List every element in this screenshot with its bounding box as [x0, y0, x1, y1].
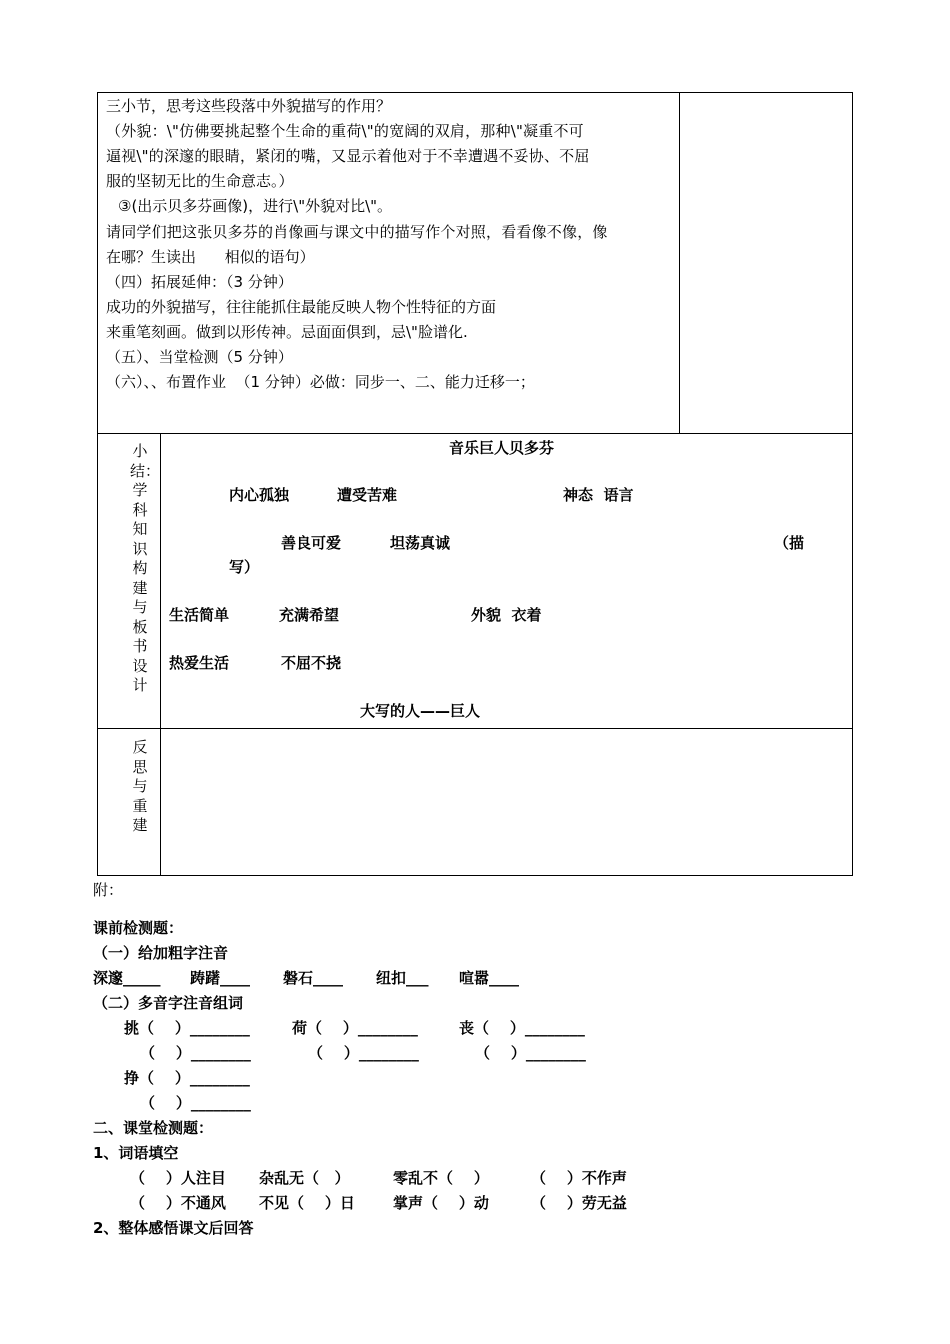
- part2-title: （二）多音字注音组词: [93, 994, 244, 1012]
- summary-item-indomitable: 不屈不挠: [281, 654, 342, 672]
- table-row-divider-1: [97, 433, 853, 434]
- question1-title: 1、词语填空: [93, 1144, 179, 1162]
- table-border-left: [97, 92, 98, 876]
- pre-test-title: 课前检测题：: [93, 919, 184, 937]
- lesson-line-7: 在哪？生读出 相似的语句）: [106, 248, 315, 266]
- table-border-bottom: [97, 875, 853, 876]
- lesson-line-1: 三小节，思考这些段落中外貌描写的作用？: [106, 97, 392, 115]
- summary-row-label: 小结：学科知识构建与板书设计: [130, 442, 161, 694]
- reflection-row-label: 反思与重建: [132, 738, 148, 834]
- fill-blank-item: （ ）不通风: [130, 1194, 226, 1212]
- summary-item-full-of-hope: 充满希望: [279, 606, 340, 624]
- table-border-top: [97, 92, 853, 93]
- fill-blank-item: 不见（ ）日: [259, 1194, 355, 1212]
- lesson-line-6: 请同学们把这张贝多芬的肖像画与课文中的描写作个对照，看看像不像，像: [106, 223, 608, 241]
- lesson-line-11: （五）、当堂检测（5 分钟）: [106, 348, 293, 366]
- summary-item-description-open: （描: [774, 534, 805, 552]
- table-row-divider-2: [97, 728, 853, 729]
- summary-item-inner-loneliness: 内心孤独: [229, 486, 290, 504]
- class-test-title: 二、课堂检测题：: [93, 1119, 214, 1137]
- appendix-label: 附：: [93, 881, 124, 899]
- summary-board-title: 音乐巨人贝多芬: [449, 439, 555, 457]
- part1-title: （一）给加粗字注音: [93, 944, 229, 962]
- polyphone-item: 挣（ ）________: [124, 1069, 250, 1087]
- summary-item-description-close: 写）: [229, 558, 260, 576]
- lesson-line-4: 服的坚韧无比的生命意志。）: [106, 172, 294, 190]
- polyphone-item: （ ）________: [475, 1044, 586, 1062]
- fill-blank-item: （ ）不作声: [531, 1169, 627, 1187]
- pinyin-item: 踌躇____: [190, 969, 251, 987]
- table-label-column-divider: [160, 433, 161, 876]
- polyphone-item: （ ）________: [140, 1044, 251, 1062]
- polyphone-item: 挑（ ）________: [124, 1019, 250, 1037]
- summary-item-appearance-clothing: 外貌 衣着: [471, 606, 542, 624]
- lesson-line-5: ③(出示贝多芬画像)，进行\"外貌对比\"。: [118, 197, 393, 215]
- fill-blank-item: 杂乱无（ ）: [259, 1169, 350, 1187]
- polyphone-item: 丧（ ）________: [459, 1019, 585, 1037]
- pinyin-item: 喧嚣____: [459, 969, 520, 987]
- fill-blank-item: 零乱不（ ）: [393, 1169, 489, 1187]
- summary-board-footer: 大写的人——巨人: [360, 702, 481, 720]
- summary-item-expression-language: 神态 语言: [563, 486, 634, 504]
- summary-item-simple-life: 生活简单: [169, 606, 230, 624]
- polyphone-item: 荷（ ）________: [292, 1019, 418, 1037]
- summary-item-suffering: 遭受苦难: [337, 486, 398, 504]
- summary-item-kind-lovely: 善良可爱: [281, 534, 342, 552]
- polyphone-item: （ ）________: [140, 1094, 251, 1112]
- lesson-line-12: （六）、、布置作业 （1 分钟）必做：同步一、二、能力迁移一；: [106, 373, 535, 391]
- lesson-line-10: 来重笔刻画。做到以形传神。忌面面俱到，忌\"脸谱化.: [106, 323, 468, 341]
- lesson-line-8: （四）拓展延伸：（3 分钟）: [106, 273, 293, 291]
- pinyin-item: 纽扣___: [376, 969, 429, 987]
- table-border-right: [852, 92, 853, 876]
- summary-item-open-honest: 坦荡真诚: [390, 534, 451, 552]
- lesson-line-9: 成功的外貌描写，往往能抓住最能反映人物个性特征的方面: [106, 298, 497, 316]
- summary-item-love-life: 热爱生活: [169, 654, 230, 672]
- pinyin-item: 磐石____: [283, 969, 344, 987]
- polyphone-item: （ ）________: [308, 1044, 419, 1062]
- fill-blank-item: 掌声（ ）动: [393, 1194, 489, 1212]
- fill-blank-item: （ ）人注目: [130, 1169, 226, 1187]
- fill-blank-item: （ ）劳无益: [531, 1194, 627, 1212]
- table-divider-right-column: [679, 92, 680, 434]
- lesson-line-2: （外貌：\"仿佛要挑起整个生命的重荷\"的宽阔的双肩，那种\"凝重不可: [106, 122, 584, 140]
- question2-title: 2、整体感悟课文后回答: [93, 1219, 254, 1237]
- pinyin-item: 深邃_____: [93, 969, 161, 987]
- lesson-line-3: 逼视\"的深邃的眼睛，紧闭的嘴，又显示着他对于不幸遭遇不妥协、不屈: [106, 147, 590, 165]
